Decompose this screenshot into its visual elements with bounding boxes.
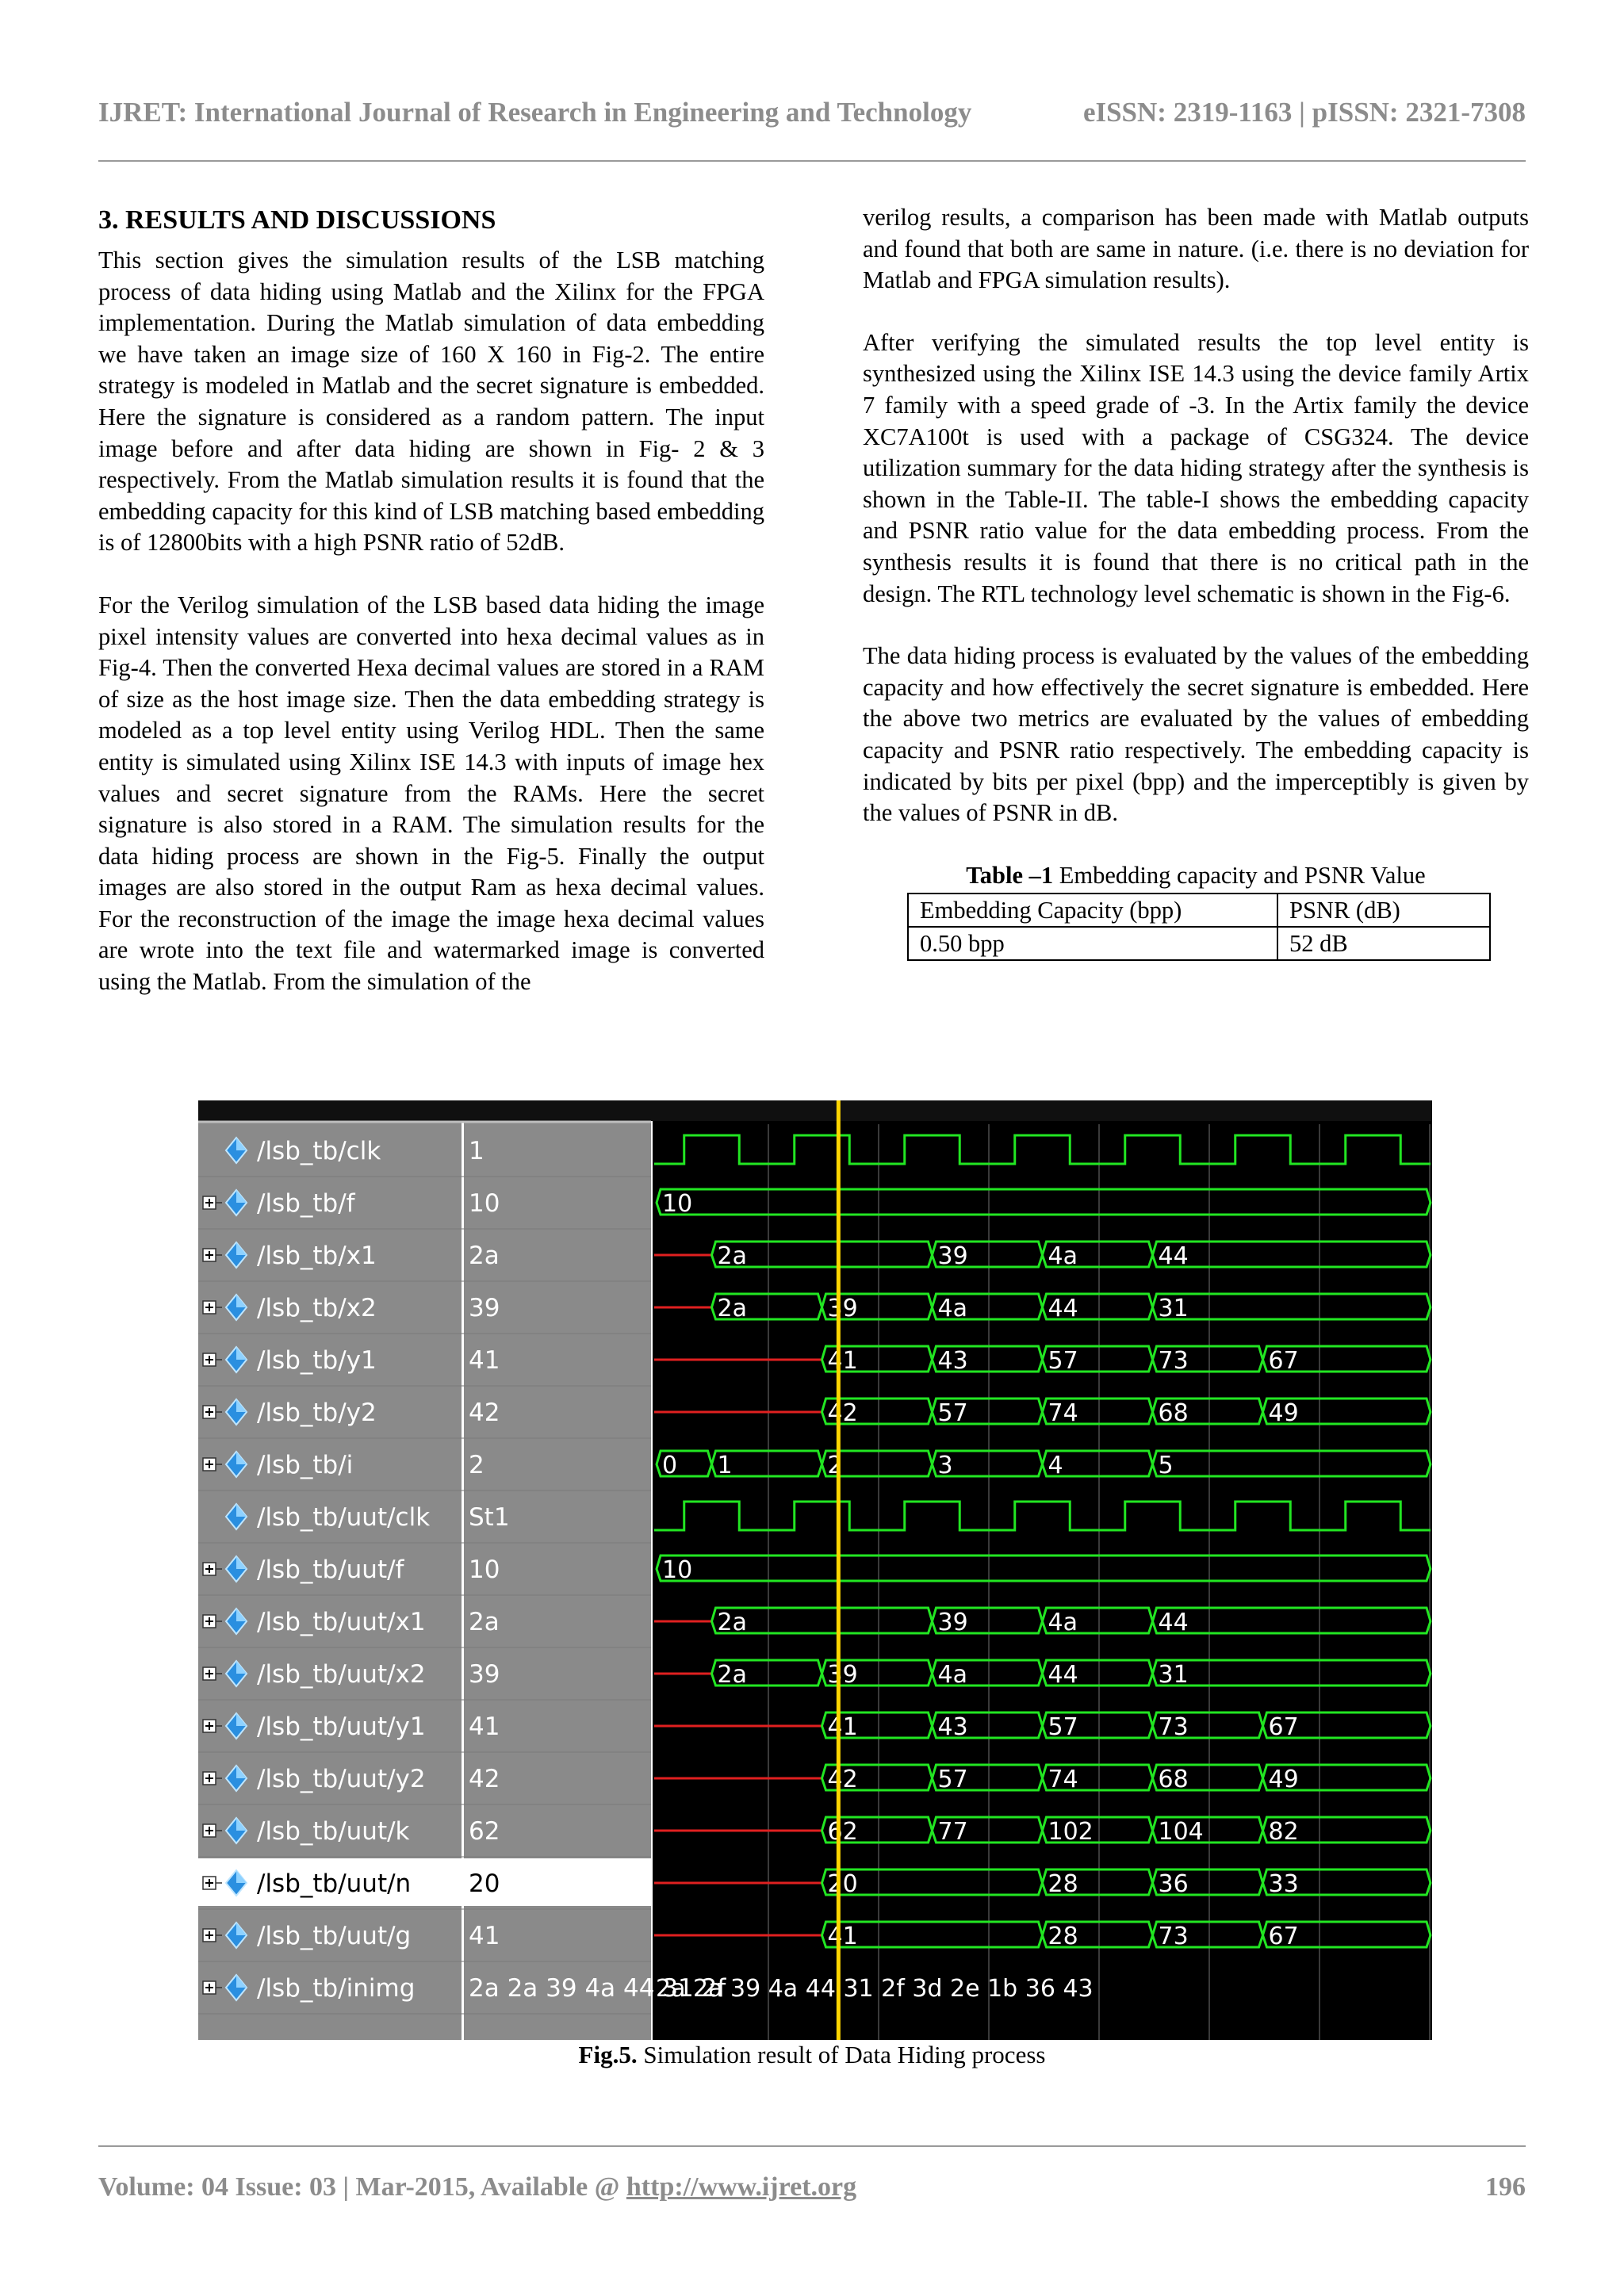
signal-value: 10 [469, 1189, 500, 1218]
signal-name[interactable]: /lsb_tb/uut/x2 [257, 1660, 426, 1689]
signal-name[interactable]: /lsb_tb/clk [257, 1137, 381, 1165]
signal-name[interactable]: /lsb_tb/uut/n [257, 1869, 412, 1898]
bus-value-label: 42 [827, 1399, 858, 1427]
signal-value: 10 [469, 1556, 500, 1584]
signal-name[interactable]: /lsb_tb/uut/g [257, 1922, 412, 1950]
signal-name[interactable]: /lsb_tb/uut/clk [257, 1503, 431, 1532]
signal-value: 42 [469, 1765, 500, 1793]
bus-value-label: 74 [1048, 1399, 1078, 1427]
bus-value-label: 43 [937, 1713, 968, 1741]
paragraph: For the Verilog simulation of the LSB based data hiding the image pixel intensity values are converted into hexa decimal values as in Fig-4. Then the converted Hexa decimal values are stored in a RAM of size as the host image size. Then the data embedding strategy is modeled as a top level entity using Verilog HDL. Then the same entity is simulated using Xilinx ISE 14.3 with inputs of image hex values and secret signature from the RAMs. Here the secret signature is also stored in a RAM. The simulation results for the data hiding process are shown in the Fig-5. Finally the output images are also stored in the output Ram as hexa decimal values. For the reconstruction of the image the image hexa decimal values are wrote into the text file and watermarked image is converted using the Matlab. From the simulation of the [98, 591, 764, 996]
table-caption-text: Embedding capacity and PSNR Value [1053, 861, 1426, 889]
bus-value-label: 104 [1158, 1818, 1204, 1846]
table-cell: 0.50 bpp [908, 927, 1277, 960]
bus-value-label: 2a [717, 1661, 747, 1689]
bus-value-label: 57 [1048, 1713, 1078, 1741]
bus-value-label: 5 [1158, 1452, 1174, 1479]
bus-value-label: 42 [827, 1766, 858, 1793]
journal-header: IJRET: International Journal of Research in Engineering and Technology [98, 97, 972, 128]
signal-name[interactable]: /lsb_tb/y2 [257, 1399, 377, 1427]
bus-value-label: 44 [1158, 1242, 1189, 1270]
bus-value-label: 33 [1268, 1870, 1299, 1898]
bus-value-label: 73 [1158, 1923, 1189, 1950]
bus-value-label: 4a [1048, 1242, 1078, 1270]
paragraph: verilog results, a comparison has been made with Matlab outputs and found that both are same in nature. (i.e. there is no deviation for Matlab and FPGA simulation results). [863, 204, 1529, 294]
bus-value-label: 102 [1048, 1818, 1094, 1846]
bus-value-label: 2a [717, 1242, 747, 1270]
issn-header: eISSN: 2319-1163 | pISSN: 2321-7308 [1082, 97, 1526, 128]
embedding-table [907, 893, 1491, 961]
bus-value-label: 68 [1158, 1399, 1189, 1427]
footer-volume [98, 2172, 856, 2202]
table-caption [863, 860, 1529, 892]
footer-rule [98, 2145, 1526, 2147]
signal-value: St1 [469, 1503, 510, 1532]
bus-value-label: 73 [1158, 1713, 1189, 1741]
bus-value-label: 41 [827, 1923, 858, 1950]
bus-value-label: 57 [937, 1399, 968, 1427]
bus-value-label: 3 [937, 1452, 953, 1479]
bus-value-label: 68 [1158, 1766, 1189, 1793]
bus-value-label: 31 [1158, 1295, 1189, 1322]
bus-value-label: 28 [1048, 1870, 1078, 1898]
signal-name[interactable]: /lsb_tb/inimg [257, 1974, 416, 2003]
signal-value: 41 [469, 1346, 500, 1375]
bus-value-label: 43 [937, 1347, 968, 1375]
signal-name[interactable]: /lsb_tb/i [257, 1451, 354, 1479]
bus-value-label: 4a [1048, 1609, 1078, 1636]
bus-value-label: 2a [717, 1295, 747, 1322]
paragraph: After verifying the simulated results the top level entity is synthesized using the Xilinx ISE 14.3 using the device family Artix 7 family with a speed grade of -3. In the Artix family the device XC7A100t is used with a package of CSG324. The device utilization summary for the data hiding strategy after the synthesis is shown in the Table-II. The table-I shows the embedding capacity and PSNR ratio value for the data embedding process. From the synthesis results it is found that there is no critical path in the design. The RTL technology level schematic is shown in the Fig-6. [863, 328, 1529, 607]
bus-value-label: 10 [662, 1556, 693, 1584]
bus-value-label: 2 [827, 1452, 843, 1479]
bus-value-label: 82 [1268, 1818, 1299, 1846]
bus-value-label: 74 [1048, 1766, 1078, 1793]
page-number: 196 [1485, 2172, 1526, 2202]
bus-value-label: 0 [662, 1452, 678, 1479]
right-column [863, 202, 1529, 961]
bus-value-label: 28 [1048, 1923, 1078, 1950]
bus-value-label: 10 [662, 1190, 693, 1218]
signal-value: 1 [469, 1137, 485, 1165]
bus-value-label: 44 [1048, 1661, 1078, 1689]
signal-value: 62 [469, 1817, 500, 1846]
journal-link[interactable]: http://www.ijret.org [626, 2172, 857, 2202]
signal-name[interactable]: /lsb_tb/x2 [257, 1294, 377, 1322]
bus-value-label: 4a [937, 1295, 967, 1322]
table-header-cell: PSNR (dB) [1277, 894, 1490, 927]
waveform-window[interactable] [198, 1100, 1432, 2040]
signal-value: 39 [469, 1294, 500, 1322]
bus-value-label: 20 [827, 1870, 858, 1898]
figure-caption-text: Simulation result of Data Hiding process [637, 2041, 1046, 2068]
paragraph: This section gives the simulation results of the LSB matching process of data hiding using Matlab and the Xilinx for the FPGA implementation. During the Matlab simulation of data embedding we have taken an image size of 160 X 160 in Fig-2. The entire strategy is modeled in Matlab and the secret signature is embedded. Here the signature is considered as a random pattern. The input image before and after data hiding are shown in Fig- 2 & 3 respectively. From the Matlab simulation results it is found that the embedding capacity for this kind of LSB matching based embedding is of 12800bits with a high PSNR ratio of 52dB. [98, 247, 764, 557]
bus-value-label: 57 [937, 1766, 968, 1793]
header-rule [98, 160, 1526, 162]
bus-value-label: 1 [717, 1452, 733, 1479]
signal-name[interactable]: /lsb_tb/uut/y2 [257, 1765, 426, 1793]
bus-value-label: 49 [1268, 1766, 1299, 1793]
signal-value: 2a [469, 1242, 500, 1270]
table-caption-label: Table –1 [966, 861, 1054, 889]
bus-value-label: 39 [937, 1242, 968, 1270]
signal-value: 20 [469, 1869, 500, 1898]
simulation-waveform-figure [198, 1100, 1432, 2040]
signal-value: 41 [469, 1922, 500, 1950]
signal-name[interactable]: /lsb_tb/f [257, 1189, 355, 1218]
memory-contents-label: 2a 2a 39 4a 44 31 2f 3d 2e 1b 36 43 [656, 1975, 1094, 2003]
bus-value-label: 62 [827, 1818, 858, 1846]
bus-value-label: 67 [1268, 1923, 1299, 1950]
bus-value-label: 49 [1268, 1399, 1299, 1427]
bus-value-label: 39 [937, 1609, 968, 1636]
figure-caption-label: Fig.5. [578, 2041, 638, 2068]
bus-value-label: 41 [827, 1713, 858, 1741]
signal-name[interactable]: /lsb_tb/uut/x1 [257, 1608, 426, 1636]
bus-value-label: 31 [1158, 1661, 1189, 1689]
bus-value-label: 2a [717, 1609, 747, 1636]
bus-value-label: 57 [1048, 1347, 1078, 1375]
table-row [908, 927, 1490, 960]
signal-name[interactable]: /lsb_tb/uut/y1 [257, 1712, 426, 1741]
signal-value: 41 [469, 1712, 500, 1741]
left-column [98, 202, 764, 1029]
paragraph: The data hiding process is evaluated by the values of the embedding capacity and how effectively the secret signature is embedded. Here the above two metrics are evaluated by the values of embedding capacity and PSNR ratio respectively. The embedding capacity is indicated by bits per pixel (bpp) and the imperceptibly is given by the values of PSNR in dB. [863, 642, 1529, 827]
bus-value-label: 44 [1048, 1295, 1078, 1322]
bus-value-label: 67 [1268, 1713, 1299, 1741]
bus-value-label: 73 [1158, 1347, 1189, 1375]
bus-value-label: 44 [1158, 1609, 1189, 1636]
signal-name[interactable]: /lsb_tb/uut/k [257, 1817, 410, 1846]
signal-name[interactable]: /lsb_tb/x1 [257, 1242, 377, 1270]
signal-value: 2 [469, 1451, 485, 1479]
table-header-cell: Embedding Capacity (bpp) [908, 894, 1277, 927]
bus-value-label: 41 [827, 1347, 858, 1375]
section-heading: 3. RESULTS AND DISCUSSIONS [98, 205, 496, 235]
bus-value-label: 77 [937, 1818, 968, 1846]
bus-value-label: 36 [1158, 1870, 1189, 1898]
bus-value-label: 39 [827, 1661, 858, 1689]
signal-name[interactable]: /lsb_tb/uut/f [257, 1556, 404, 1584]
signal-value: 39 [469, 1660, 500, 1689]
signal-value: 42 [469, 1399, 500, 1427]
bus-value-label: 67 [1268, 1347, 1299, 1375]
signal-name[interactable]: /lsb_tb/y1 [257, 1346, 377, 1375]
bus-value-label: 4 [1048, 1452, 1063, 1479]
waveform-toolbar [198, 1100, 1432, 1121]
footer-volume-text: Volume: 04 Issue: 03 | Mar-2015, Available @ [98, 2172, 626, 2202]
figure-caption [0, 2041, 1624, 2069]
table-header-row [908, 894, 1490, 927]
signal-value: 2a [469, 1608, 500, 1636]
bus-value-label: 39 [827, 1295, 858, 1322]
bus-value-label: 4a [937, 1661, 967, 1689]
table-cell: 52 dB [1277, 927, 1490, 960]
signal-value: 2a 2a 39 4a 44 31 2f [469, 1974, 726, 2003]
